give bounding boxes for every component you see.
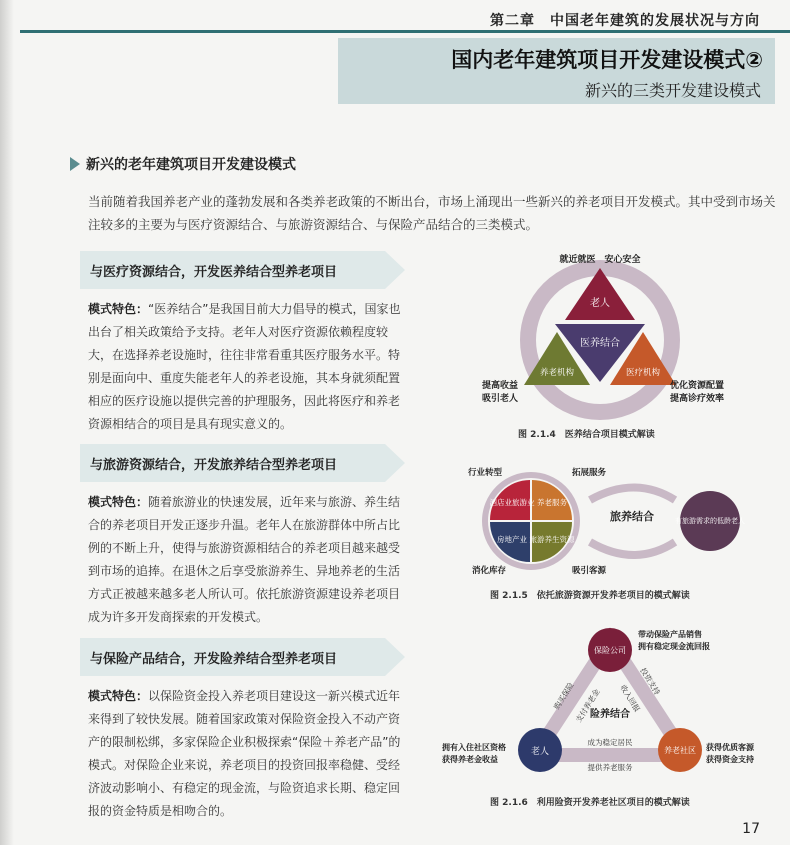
fig2-label-tl: 行业转型 xyxy=(468,468,503,478)
section-heading-text: 新兴的老年建筑项目开发建设模式 xyxy=(86,157,296,173)
fig3-elder-label: 老人 xyxy=(530,747,550,757)
feature-text: “医养结合”是我国目前大力倡导的模式，国家也出台了相关政策给予支持。老年人对医疗资源依赖程度较大，在选择养老设施时，往往非常看重其医疗服务水平。特别是面向中、重度失能老年人的养老设施，其本身就须配置相应的医疗设施以提供完善的护理服务，因此将医疗和养老资源相结合的项目是具有现实意义的。 xyxy=(88,302,401,431)
section-intro: 当前随着我国养老产业的蓬勃发展和各类养老政策的不断出台，市场上涌现出一些新兴的养老项目开发模式。其中受到市场关注较多的主要为与医疗资源结合、与旅游资源结合、与保险产品结合的三类模式。 xyxy=(88,194,776,232)
feature-text: 随着旅游业的快速发展，近年来与旅游、养生结合的养老项目开发正逐步升温。老年人在旅游群体中所占比例的不断上升，使得与旅游资源相结合的养老项目越来越受到市场的追捧。在退休之后享受旅游养生、异地养老的生活方式正被越来越多老人所认可。依托旅游资源建设养老项目成为许多开发商探索的开发模式。 xyxy=(88,495,401,624)
fig3-center-label: 险养结合 xyxy=(590,709,630,720)
header-rule xyxy=(20,30,790,33)
fig3-arrow-invest: 投资支持 xyxy=(638,666,662,697)
title-box xyxy=(338,38,775,104)
fig1-bottom-left-1: 提高收益 xyxy=(482,381,519,391)
feature-label: 模式特色： xyxy=(88,302,149,316)
fig2-center-label: 旅养结合 xyxy=(610,510,654,523)
fig2-caption: 图 2.1.5 依托旅游资源开发养老项目的模式解读 xyxy=(490,591,690,601)
fig3-arrow-buy: 购买保险 xyxy=(552,680,576,712)
fig3-arrow-pay: 支付养老金 xyxy=(574,687,602,725)
block-bar-insurance xyxy=(80,638,405,676)
fig1-bottom-right-2: 提高诊疗效率 xyxy=(670,394,725,404)
fig1-label-top-right: 安心安全 xyxy=(604,255,641,265)
fig3-community-label: 养老社区 xyxy=(664,746,696,755)
page-spine-shadow xyxy=(0,0,14,845)
fig2-arrow-top xyxy=(590,488,675,501)
chapter-header: 第二章 中国老年建筑的发展状况与方向 xyxy=(490,13,760,29)
fig2-arrow-bottom xyxy=(590,542,675,555)
fig2-label-br: 吸引客源 xyxy=(572,566,607,576)
fig2-target-label: 有旅游需求的低龄老人 xyxy=(675,517,745,525)
figure-insurance xyxy=(440,615,780,815)
section-heading xyxy=(70,154,296,174)
page-subtitle: 新兴的三类开发建设模式 xyxy=(584,81,761,100)
block-bar-text: 与医疗资源结合，开发医养结合型养老项目 xyxy=(90,265,338,280)
block-paragraph-medical xyxy=(88,298,408,436)
fig2-label-bl: 消化库存 xyxy=(472,566,507,576)
block-paragraph-insurance xyxy=(88,685,408,823)
fig1-center-label: 医养结合 xyxy=(580,338,620,349)
block-bar-tourism xyxy=(80,444,405,482)
fig1-caption: 图 2.1.4 医养结合项目模式解读 xyxy=(518,430,655,440)
fig3-caption: 图 2.1.6 利用险资开发养老社区项目的模式解读 xyxy=(490,798,690,808)
page-title: 国内老年建筑项目开发建设模式② xyxy=(451,48,763,72)
fig2-q4-label: 旅游养生资源 xyxy=(529,535,575,544)
fig3-top-right-2: 拥有稳定现金流回报 xyxy=(638,642,710,651)
fig3-arrow-return: 收入回报 xyxy=(618,683,642,714)
fig3-arrow-become: 成为稳定居民 xyxy=(587,738,633,747)
svg-text:就近就医 安心安全 xyxy=(559,253,640,265)
figure-tourism xyxy=(460,460,775,605)
fig3-arrow-service: 提供养老服务 xyxy=(587,763,633,772)
fig3-left-2: 获得养老金收益 xyxy=(442,755,498,764)
block-bar-medical xyxy=(80,251,405,289)
block-paragraph-tourism xyxy=(88,491,408,629)
fig3-right-2: 获得资金支持 xyxy=(706,755,754,764)
fig1-bottom-left-2: 吸引老人 xyxy=(482,394,519,404)
fig1-top-label: 老人 xyxy=(590,298,610,309)
fig2-label-tr: 拓展服务 xyxy=(572,468,607,478)
feature-label: 模式特色： xyxy=(88,689,149,703)
fig3-left-1: 拥有入住社区资格 xyxy=(442,743,506,752)
triangle-bullet-icon xyxy=(70,157,80,171)
block-bar-text: 与保险产品结合，开发险养结合型养老项目 xyxy=(90,652,338,667)
feature-text: 以保险资金投入养老项目建设这一新兴模式近年来得到了较快发展。随着国家政策对保险资金投入不动产资产的限制松绑，多家保险企业积极探索“保险＋养老产品”的模式。对保险企业来说，养老项目的投资回报率稳健、受经济波动影响小、有稳定的现金流，与险资追求长期、稳定回报的资金特质是相吻合的。 xyxy=(88,689,401,818)
fig2-q1-label: 酒店业旅游业 xyxy=(489,498,535,507)
fig3-right-1: 获得优质客源 xyxy=(706,743,754,752)
fig1-bottom-right-1: 优化资源配置 xyxy=(670,381,725,391)
fig2-q2-label: 养老服务 xyxy=(537,498,567,507)
fig2-outer-ring xyxy=(485,475,577,567)
fig1-left-label: 养老机构 xyxy=(539,368,575,378)
fig3-top-right-1: 带动保险产品销售 xyxy=(638,630,702,639)
page-number: 17 xyxy=(742,821,760,837)
figure-medical-care xyxy=(430,250,770,445)
fig2-q3-label: 房地产业 xyxy=(497,535,527,544)
block-bar-text: 与旅游资源结合，开发旅养结合型养老项目 xyxy=(90,458,338,473)
fig3-company-label: 保险公司 xyxy=(594,646,626,655)
fig1-label-top-left: 就近就医 xyxy=(559,255,596,265)
feature-label: 模式特色： xyxy=(88,495,149,509)
fig1-right-label: 医疗机构 xyxy=(625,368,661,378)
